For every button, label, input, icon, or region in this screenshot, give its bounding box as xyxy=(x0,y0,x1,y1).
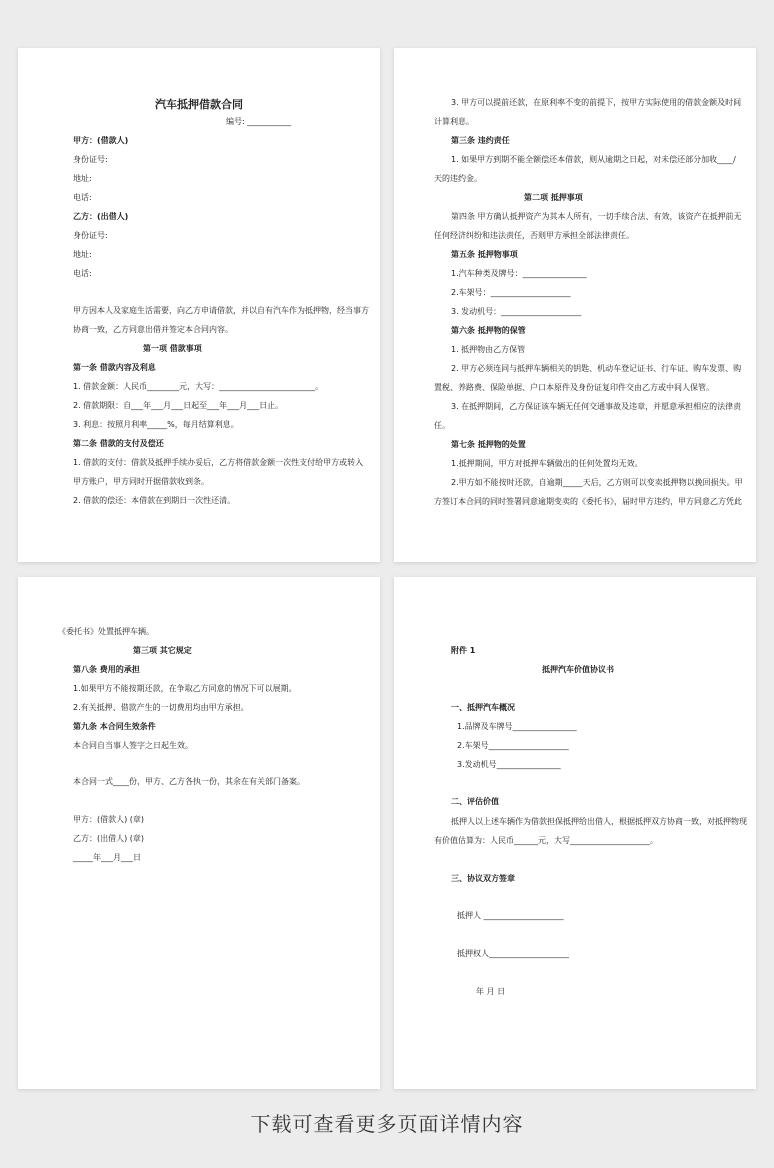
text-line: 2.车架号____________________ xyxy=(457,741,569,750)
text-line: 有价值估算为：人民币______元，大写____________________。 xyxy=(434,836,658,845)
text-line: 2. 借款期限：自___年___月___日起至___年___月___日止。 xyxy=(73,401,284,410)
text-line: 3. 甲方可以提前还款，在原利率不变的前提下，按甲方实际使用的借款金额及时间 xyxy=(451,98,742,107)
contract-number: 编号: ___________ xyxy=(226,117,292,126)
text-line: 任何经济纠纷和违法责任，否则甲方承担全部法律责任。 xyxy=(434,231,634,240)
section-heading: 第三项 其它规定 xyxy=(133,646,192,655)
section-heading: 三、协议双方签章 xyxy=(451,874,515,883)
text-line: 地址: xyxy=(73,250,92,259)
text-line: 1. 抵押物由乙方保管 xyxy=(451,345,526,354)
text-line: 方签订本合同的同时签署同意逾期变卖的《委托书》，届时甲方违约，甲方同意乙方凭此 xyxy=(434,497,742,506)
text-line: 第九条 本合同生效条件 xyxy=(73,722,156,731)
download-more-footer: 下载可查看更多页面详情内容 xyxy=(250,1112,524,1136)
text-line: 电话: xyxy=(73,193,92,202)
section-heading: 第一项 借款事项 xyxy=(143,344,202,353)
text-line: 本合同自当事人签字之日起生效。 xyxy=(73,741,193,750)
text-line: 第三条 违约责任 xyxy=(451,136,510,145)
section-heading: 第二项 抵押事项 xyxy=(524,193,583,202)
text-line: 3. 利息：按照月利率_____%，每月结算利息。 xyxy=(73,420,239,429)
text-line: 甲方因本人及家庭生活需要，向乙方申请借款，并以自有汽车作为抵押物，经当事方 xyxy=(73,306,369,315)
text-line: 1.品牌及车牌号________________ xyxy=(457,722,577,731)
contract-title: 汽车抵押借款合同 xyxy=(155,98,243,111)
document-page-1 xyxy=(18,48,380,562)
text-line: 身份证号: xyxy=(73,155,108,164)
text-line: 2.车架号：____________________ xyxy=(451,288,571,297)
text-line: 1. 借款金额：人民币________元，大写：________________________。 xyxy=(73,382,324,391)
text-line: 计算利息。 xyxy=(434,117,474,126)
text-line: 2. 借款的偿还：本借款在到期日一次性还清。 xyxy=(73,496,236,505)
text-line: 2.有关抵押、借款产生的一切费用均由甲方承担。 xyxy=(73,703,249,712)
text-line: 第二条 借款的支付及偿还 xyxy=(73,439,164,448)
text-line: 任。 xyxy=(434,421,450,430)
text-line: 1.如果甲方不能按期还款，在争取乙方同意的情况下可以展期。 xyxy=(73,684,297,693)
text-line: 第六条 抵押物的保管 xyxy=(451,326,526,335)
text-line: 第七条 抵押物的处置 xyxy=(451,440,526,449)
text-line: 第八条 费用的承担 xyxy=(73,665,140,674)
text-line: 2.甲方如不能按时还款，自逾期_____天后，乙方则可以变卖抵押物以挽回损失。甲 xyxy=(451,478,743,487)
signature-line-mortgagor: 抵押人 ____________________ xyxy=(457,911,564,920)
section-heading: 二、评估价值 xyxy=(451,797,499,806)
text-line: 置税、养路费、保险单据、户口本原件及身份证复印件交由乙方或中间人保管。 xyxy=(434,383,714,392)
text-line: 3. 发动机号：____________________ xyxy=(451,307,582,316)
text-line: 2. 甲方必须连同与抵押车辆相关的钥匙、机动车登记证书、行车证、购车发票、购 xyxy=(451,364,742,373)
text-line: 本合同一式____份，甲方、乙方各执一份，其余在有关部门备案。 xyxy=(73,777,305,786)
date-line: 年 月 日 xyxy=(476,987,506,996)
signature-line-party-b: 乙方：(出借人) (章) xyxy=(73,834,145,843)
text-line: 地址: xyxy=(73,174,92,183)
signature-line-party-a: 甲方：(借款人) (章) xyxy=(73,815,145,824)
section-heading: 一、抵押汽车概况 xyxy=(451,703,515,712)
text-line: 甲方账户，甲方同时开据借款收到条。 xyxy=(73,477,209,486)
text-line: 第五条 抵押物事项 xyxy=(451,250,518,259)
document-page-2 xyxy=(394,48,756,562)
text-line: 3. 在抵押期间，乙方保证该车辆无任何交通事故及违章，并愿意承担相应的法律责 xyxy=(451,402,742,411)
date-line: _____年___月___日 xyxy=(73,853,141,862)
text-line: 甲方：(借款人) xyxy=(73,136,129,145)
text-line: 抵押人以上述车辆作为借款担保抵押给出借人，根据抵押双方协商一致，对抵押物现 xyxy=(451,817,747,826)
document-page-3 xyxy=(18,577,380,1089)
document-page-4 xyxy=(394,577,756,1089)
text-line: 1.汽车种类及牌号：________________ xyxy=(451,269,587,278)
appendix-title: 抵押汽车价值协议书 xyxy=(542,665,614,674)
signature-line-mortgagee: 抵押权人____________________ xyxy=(457,949,569,958)
appendix-label: 附件 1 xyxy=(451,646,476,655)
text-line: 1. 借款的支付：借款及抵押手续办妥后，乙方将借款金额一次性支付给甲方或转入 xyxy=(73,458,364,467)
text-line: 协商一致，乙方同意出借并签定本合同内容。 xyxy=(73,325,233,334)
text-line: 电话: xyxy=(73,269,92,278)
text-line: 3.发动机号________________ xyxy=(457,760,561,769)
text-line: 1.抵押期间，甲方对抵押车辆做出的任何处置均无效。 xyxy=(451,459,643,468)
text-line: 1. 如果甲方到期不能全额偿还本借款，则从逾期之日起，对未偿还部分加收____/ xyxy=(451,155,736,164)
text-line: 《委托书》处置抵押车辆。 xyxy=(58,627,154,636)
text-line: 身份证号: xyxy=(73,231,108,240)
text-line: 天的违约金。 xyxy=(434,174,482,183)
text-line: 乙方：(出借人) xyxy=(73,212,129,221)
text-line: 第四条 甲方确认抵押资产为其本人所有，一切手续合法、有效，该资产在抵押前无 xyxy=(451,212,742,221)
text-line: 第一条 借款内容及利息 xyxy=(73,363,156,372)
